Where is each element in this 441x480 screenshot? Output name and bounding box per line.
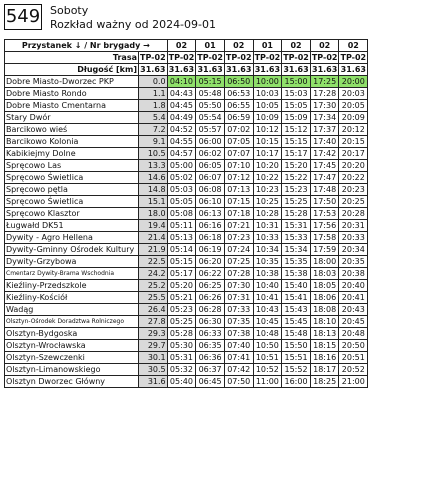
departure-time: 10:03 [253, 88, 282, 100]
departure-time: 10:05 [253, 100, 282, 112]
table-row [5, 196, 368, 208]
departure-time: 15:52 [282, 364, 311, 376]
departure-time: 04:10 [167, 76, 196, 88]
table-row [5, 184, 368, 196]
departure-time: 18:05 [310, 280, 339, 292]
departure-time: 07:12 [224, 172, 253, 184]
departure-time: 06:07 [196, 172, 225, 184]
stop-name: Olsztyn-Bydgoska [5, 328, 139, 340]
departure-time: 07:23 [224, 232, 253, 244]
departure-time: 06:20 [196, 256, 225, 268]
departure-time: 05:05 [167, 196, 196, 208]
stop-name: Dywity-Grzybowa [5, 256, 139, 268]
departure-time: 05:31 [167, 352, 196, 364]
table-row [5, 328, 368, 340]
stop-name: Dobre Miasto Rondo [5, 88, 139, 100]
departure-time: 15:33 [282, 232, 311, 244]
departure-time: 15:00 [282, 76, 311, 88]
departure-time: 15:12 [282, 124, 311, 136]
departure-time: 18:13 [310, 328, 339, 340]
brigade-number: 02 [167, 40, 196, 52]
departure-time: 10:23 [253, 184, 282, 196]
departure-time: 20:50 [339, 340, 368, 352]
departure-time: 05:08 [167, 208, 196, 220]
route-variant-code: TP-02 [340, 53, 367, 62]
departure-time: 18:17 [310, 364, 339, 376]
stop-distance: 30.5 [139, 364, 168, 376]
departure-time: 17:42 [310, 148, 339, 160]
stop-distance: 30.1 [139, 352, 168, 364]
stop-distance: 29.3 [139, 328, 168, 340]
departure-time: 06:16 [196, 220, 225, 232]
stop-distance: 22.5 [139, 256, 168, 268]
departure-time: 07:18 [224, 208, 253, 220]
departure-time: 17:56 [310, 220, 339, 232]
route-length-value: 31.63 [254, 65, 281, 74]
departure-time: 07:25 [224, 256, 253, 268]
departure-time: 18:15 [310, 340, 339, 352]
departure-time: 18:03 [310, 268, 339, 280]
departure-time: 20:22 [339, 172, 368, 184]
table-row [5, 316, 368, 328]
departure-time: 05:03 [167, 184, 196, 196]
departure-time: 17:59 [310, 244, 339, 256]
departure-time: 20:51 [339, 352, 368, 364]
table-row [5, 160, 368, 172]
route-length-value: 31.63 [226, 65, 252, 74]
departure-time: 04:57 [167, 148, 196, 160]
departure-time: 10:28 [253, 208, 282, 220]
departure-time: 06:53 [224, 88, 253, 100]
route-variant-code: TP-02 [197, 53, 223, 62]
departure-time: 05:14 [167, 244, 196, 256]
departure-time: 07:07 [224, 148, 253, 160]
departure-time: 20:48 [339, 328, 368, 340]
departure-time: 17:34 [310, 112, 339, 124]
departure-time: 15:50 [282, 340, 311, 352]
departure-time: 05:48 [196, 88, 225, 100]
departure-time: 10:35 [253, 256, 282, 268]
departure-time: 06:02 [196, 148, 225, 160]
departure-time: 17:45 [310, 160, 339, 172]
route-variant-code: TP-02 [225, 53, 252, 62]
table-row [5, 340, 368, 352]
departure-time: 07:21 [224, 220, 253, 232]
departure-time: 20:34 [339, 244, 368, 256]
departure-time: 15:20 [282, 160, 311, 172]
departure-time: 20:40 [339, 280, 368, 292]
table-row [5, 76, 368, 88]
route-variant-code: TP-02 [254, 53, 281, 62]
stop-distance: 18.0 [139, 208, 168, 220]
route-variant-code: TP-02 [140, 53, 166, 62]
departure-time: 15:40 [282, 280, 311, 292]
departure-time: 20:31 [339, 220, 368, 232]
departure-time: 06:10 [196, 196, 225, 208]
stop-column-header: Przystanek ↓ / Nr brygady → [5, 40, 168, 52]
departure-time: 07:38 [224, 328, 253, 340]
brigade-number: 01 [196, 40, 225, 52]
departure-time: 07:41 [224, 352, 253, 364]
departure-time: 15:35 [282, 256, 311, 268]
stop-name: Barcikowo wieś [5, 124, 139, 136]
departure-time: 05:20 [167, 280, 196, 292]
departure-time: 06:08 [196, 184, 225, 196]
route-length-row [5, 64, 368, 76]
stop-distance: 19.4 [139, 220, 168, 232]
departure-time: 20:28 [339, 208, 368, 220]
departure-time: 10:41 [253, 292, 282, 304]
departure-time: 15:38 [282, 268, 311, 280]
departure-time: 07:31 [224, 292, 253, 304]
brigade-number: 02 [282, 40, 311, 52]
departure-time: 15:17 [282, 148, 311, 160]
stop-distance: 21.9 [139, 244, 168, 256]
departure-time: 06:25 [196, 280, 225, 292]
departure-time: 15:22 [282, 172, 311, 184]
departure-time: 20:33 [339, 232, 368, 244]
departure-time: 07:50 [224, 376, 253, 388]
departure-time: 06:35 [196, 340, 225, 352]
departure-time: 15:03 [282, 88, 311, 100]
departure-time: 20:05 [339, 100, 368, 112]
route-length-value: 31.63 [340, 65, 366, 74]
departure-time: 17:58 [310, 232, 339, 244]
route-number: 549 [4, 4, 42, 30]
departure-time: 05:15 [167, 256, 196, 268]
departure-time: 05:40 [167, 376, 196, 388]
departure-time: 05:32 [167, 364, 196, 376]
departure-time: 06:50 [224, 76, 253, 88]
departure-time: 05:25 [167, 316, 196, 328]
stop-name: Wadąg [5, 304, 139, 316]
table-row [5, 100, 368, 112]
table-row [5, 352, 368, 364]
stop-distance: 21.4 [139, 232, 168, 244]
departure-time: 10:45 [253, 316, 282, 328]
departure-time: 20:09 [339, 112, 368, 124]
departure-time: 15:45 [282, 316, 311, 328]
departure-time: 20:43 [339, 304, 368, 316]
departure-time: 10:25 [253, 196, 282, 208]
stop-name: Olsztyn-Limanowskiego [5, 364, 139, 376]
route-variant-label: Trasa [5, 52, 139, 64]
departure-time: 10:34 [253, 244, 282, 256]
departure-time: 06:59 [224, 112, 253, 124]
stop-distance: 13.3 [139, 160, 168, 172]
route-variant-code: TP-02 [283, 53, 309, 62]
departure-time: 10:50 [253, 340, 282, 352]
departure-time: 20:52 [339, 364, 368, 376]
departure-time: 07:05 [224, 136, 253, 148]
day-type-title: Soboty [50, 4, 89, 17]
brigade-number: 02 [310, 40, 339, 52]
route-variant-code: TP-02 [311, 53, 338, 62]
departure-time: 04:55 [167, 136, 196, 148]
departure-time: 20:17 [339, 148, 368, 160]
departure-time: 10:31 [253, 220, 282, 232]
stop-name: Stary Dwór [5, 112, 139, 124]
departure-time: 15:09 [282, 112, 311, 124]
brigade-header-row [5, 40, 368, 52]
departure-time: 06:00 [196, 136, 225, 148]
departure-time: 10:51 [253, 352, 282, 364]
departure-time: 06:28 [196, 304, 225, 316]
departure-time: 06:45 [196, 376, 225, 388]
table-row [5, 220, 368, 232]
departure-time: 05:02 [167, 172, 196, 184]
stop-name: Olsztyn Dworzec Główny [5, 376, 139, 388]
departure-time: 10:48 [253, 328, 282, 340]
departure-time: 06:13 [196, 208, 225, 220]
table-row [5, 280, 368, 292]
departure-time: 06:22 [196, 268, 225, 280]
stop-name: Kabikiejmy Dolne [5, 148, 139, 160]
table-row [5, 148, 368, 160]
departure-time: 06:37 [196, 364, 225, 376]
departure-time: 10:09 [253, 112, 282, 124]
departure-time: 15:48 [282, 328, 311, 340]
departure-time: 05:28 [167, 328, 196, 340]
departure-time: 15:25 [282, 196, 311, 208]
departure-time: 20:41 [339, 292, 368, 304]
departure-time: 15:23 [282, 184, 311, 196]
departure-time: 20:03 [339, 88, 368, 100]
brigade-number: 02 [224, 40, 253, 52]
stop-name: Cmentarz Dywity-Brama Wschodnia [5, 268, 139, 280]
table-row [5, 244, 368, 256]
route-length-value: 31.63 [283, 65, 309, 74]
brigade-number: 01 [253, 40, 282, 52]
table-row [5, 112, 368, 124]
validity-subtitle: Rozkład ważny od 2024-09-01 [50, 18, 216, 31]
table-row [5, 172, 368, 184]
departure-time: 10:20 [253, 160, 282, 172]
departure-time: 20:35 [339, 256, 368, 268]
stop-distance: 7.2 [139, 124, 168, 136]
departure-time: 18:16 [310, 352, 339, 364]
departure-time: 06:36 [196, 352, 225, 364]
departure-time: 05:23 [167, 304, 196, 316]
stop-distance: 9.1 [139, 136, 168, 148]
stop-name: Dywity-Gminny Ośrodek Kultury [5, 244, 139, 256]
stop-name: Dobre Miasto Cmentarna [5, 100, 139, 112]
departure-time: 06:19 [196, 244, 225, 256]
stop-distance: 1.1 [139, 88, 168, 100]
route-variant-row [5, 52, 368, 64]
table-row [5, 256, 368, 268]
timetable-table [4, 39, 368, 388]
stop-distance: 5.4 [139, 112, 168, 124]
departure-time: 15:51 [282, 352, 311, 364]
table-row [5, 376, 368, 388]
table-row [5, 208, 368, 220]
departure-time: 06:30 [196, 316, 225, 328]
stop-name: Olsztyn-Wrocławska [5, 340, 139, 352]
departure-time: 20:45 [339, 316, 368, 328]
departure-time: 17:37 [310, 124, 339, 136]
departure-time: 20:15 [339, 136, 368, 148]
departure-time: 18:06 [310, 292, 339, 304]
departure-time: 20:12 [339, 124, 368, 136]
departure-time: 05:15 [196, 76, 225, 88]
departure-time: 17:30 [310, 100, 339, 112]
table-row [5, 292, 368, 304]
departure-time: 04:43 [167, 88, 196, 100]
stop-distance: 15.1 [139, 196, 168, 208]
departure-time: 20:25 [339, 196, 368, 208]
stop-distance: 29.7 [139, 340, 168, 352]
departure-time: 07:42 [224, 364, 253, 376]
stop-name: Barcikowo Kolonia [5, 136, 139, 148]
departure-time: 10:00 [253, 76, 282, 88]
departure-time: 07:13 [224, 184, 253, 196]
route-length-value: 31.63 [168, 65, 195, 74]
departure-time: 05:30 [167, 340, 196, 352]
table-row [5, 364, 368, 376]
departure-time: 04:45 [167, 100, 196, 112]
stop-distance: 25.5 [139, 292, 168, 304]
departure-time: 16:00 [282, 376, 311, 388]
departure-time: 06:05 [196, 160, 225, 172]
departure-time: 06:55 [224, 100, 253, 112]
departure-time: 05:00 [167, 160, 196, 172]
departure-time: 15:43 [282, 304, 311, 316]
stop-name: Spręcowo Świetlica [5, 196, 139, 208]
stop-name: Spręcowo Las [5, 160, 139, 172]
departure-time: 07:24 [224, 244, 253, 256]
departure-time: 17:48 [310, 184, 339, 196]
departure-time: 17:50 [310, 196, 339, 208]
route-length-value: 31.63 [140, 65, 166, 74]
departure-time: 18:25 [310, 376, 339, 388]
stop-distance: 24.2 [139, 268, 168, 280]
departure-time: 10:33 [253, 232, 282, 244]
departure-time: 15:28 [282, 208, 311, 220]
departure-time: 21:00 [339, 376, 368, 388]
departure-time: 11:00 [253, 376, 282, 388]
stop-name: Dywity - Agro Hellena [5, 232, 139, 244]
departure-time: 10:15 [253, 136, 282, 148]
departure-time: 10:43 [253, 304, 282, 316]
stop-distance: 25.2 [139, 280, 168, 292]
departure-time: 20:20 [339, 160, 368, 172]
stop-name: Spręcowo Klasztor [5, 208, 139, 220]
stop-distance: 26.4 [139, 304, 168, 316]
departure-time: 07:30 [224, 280, 253, 292]
departure-time: 07:40 [224, 340, 253, 352]
stop-name: Dobre Miasto-Dworzec PKP [5, 76, 139, 88]
departure-time: 06:33 [196, 328, 225, 340]
stop-distance: 10.5 [139, 148, 168, 160]
departure-time: 04:52 [167, 124, 196, 136]
departure-time: 04:49 [167, 112, 196, 124]
departure-time: 17:53 [310, 208, 339, 220]
stop-name: Spręcowo pętla [5, 184, 139, 196]
table-row [5, 136, 368, 148]
table-row [5, 124, 368, 136]
timetable-header [0, 0, 441, 40]
departure-time: 06:18 [196, 232, 225, 244]
table-row [5, 88, 368, 100]
stop-distance: 31.6 [139, 376, 168, 388]
departure-time: 15:15 [282, 136, 311, 148]
departure-time: 05:11 [167, 220, 196, 232]
departure-time: 15:34 [282, 244, 311, 256]
departure-time: 10:12 [253, 124, 282, 136]
departure-time: 05:54 [196, 112, 225, 124]
departure-time: 18:08 [310, 304, 339, 316]
departure-time: 10:38 [253, 268, 282, 280]
departure-time: 17:28 [310, 88, 339, 100]
stop-distance: 0.0 [139, 76, 168, 88]
route-length-label: Długość [km] [5, 64, 139, 76]
stop-distance: 1.8 [139, 100, 168, 112]
departure-time: 07:28 [224, 268, 253, 280]
departure-time: 05:21 [167, 292, 196, 304]
stop-name: Ługwałd DK51 [5, 220, 139, 232]
stop-name: Olsztyn-Ośrodek Doradztwa Rolniczego [5, 316, 139, 328]
stop-distance: 14.8 [139, 184, 168, 196]
departure-time: 17:40 [310, 136, 339, 148]
departure-time: 20:38 [339, 268, 368, 280]
departure-time: 05:50 [196, 100, 225, 112]
departure-time: 17:25 [310, 76, 339, 88]
departure-time: 10:40 [253, 280, 282, 292]
departure-time: 05:57 [196, 124, 225, 136]
stop-name: Kieźliny-Kościół [5, 292, 139, 304]
departure-time: 07:02 [224, 124, 253, 136]
stop-name: Kieźliny-Przedszkole [5, 280, 139, 292]
departure-time: 17:47 [310, 172, 339, 184]
departure-time: 10:52 [253, 364, 282, 376]
departure-time: 10:22 [253, 172, 282, 184]
departure-time: 07:33 [224, 304, 253, 316]
brigade-number: 02 [339, 40, 368, 52]
departure-time: 10:17 [253, 148, 282, 160]
table-row [5, 268, 368, 280]
departure-time: 07:15 [224, 196, 253, 208]
departure-time: 15:41 [282, 292, 311, 304]
departure-time: 05:17 [167, 268, 196, 280]
stop-name: Olsztyn-Szewczenki [5, 352, 139, 364]
departure-time: 15:05 [282, 100, 311, 112]
stop-distance: 27.8 [139, 316, 168, 328]
stop-name: Spręcowo Świetlica [5, 172, 139, 184]
departure-time: 18:00 [310, 256, 339, 268]
departure-time: 07:35 [224, 316, 253, 328]
route-length-value: 31.63 [312, 65, 338, 74]
departure-time: 20:00 [339, 76, 368, 88]
departure-time: 06:26 [196, 292, 225, 304]
stop-distance: 14.6 [139, 172, 168, 184]
table-row [5, 304, 368, 316]
departure-time: 15:31 [282, 220, 311, 232]
table-row [5, 232, 368, 244]
departure-time: 05:13 [167, 232, 196, 244]
departure-time: 07:10 [224, 160, 253, 172]
departure-time: 18:10 [310, 316, 339, 328]
departure-time: 20:23 [339, 184, 368, 196]
route-length-value: 31.63 [197, 65, 223, 74]
route-variant-code: TP-02 [168, 53, 195, 62]
